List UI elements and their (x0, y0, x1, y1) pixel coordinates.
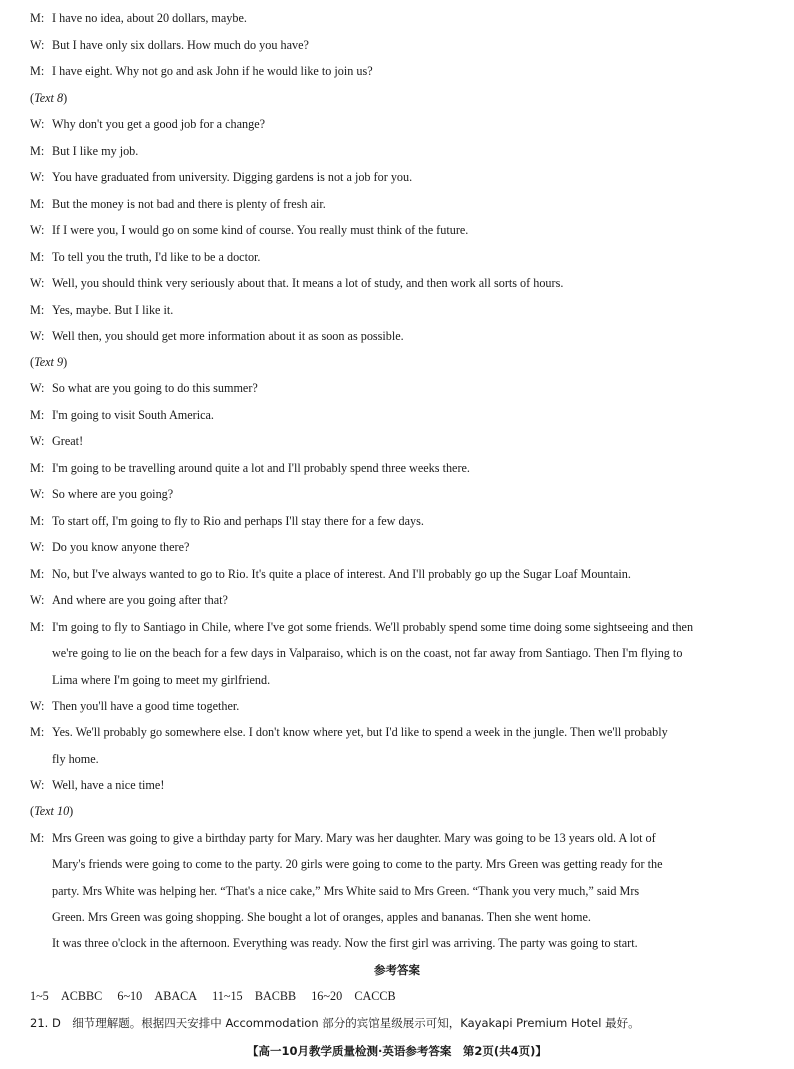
answer-groups (30, 988, 772, 1004)
page-footer: 【高一10月教学质量检测·英语参考答案 第2页(共4页)】 (247, 1044, 547, 1058)
answers-heading: 参考答案 (374, 963, 420, 977)
dialogue-line: M: No, but I've always wanted to go to Rio. It's quite a place of interest. And I'll probably go up the Sugar Loaf Mountain. (30, 567, 631, 581)
monologue-line-continued: party. Mrs White was helping her. “That's a nice cake,” Mrs White said to Mrs Green. “Thank you very much,” said Mrs (52, 884, 640, 898)
dialogue-line-continued: Lima where I'm going to meet my girlfriend. (52, 673, 271, 687)
monologue-paragraph: It was three o'clock in the afternoon. Everything was ready. Now the first girl was arriving. The party was going to start. (52, 936, 638, 950)
dialogue-line: W: So where are you going? (30, 487, 174, 501)
dialogue-line-continued: fly home. (52, 752, 99, 766)
monologue-line: M: Mrs Green was going to give a birthday party for Mary. Mary was her daughter. Mary was going to be 13 years old. A lot of (30, 831, 656, 845)
dialogue-line: M: To tell you the truth, I'd like to be a doctor. (30, 250, 261, 264)
dialogue-line: M: I have no idea, about 20 dollars, maybe. (30, 11, 247, 25)
dialogue-line: W: You have graduated from university. Digging gardens is not a job for you. (30, 170, 413, 184)
dialogue-line: W: If I were you, I would go on some kind of course. You really must think of the future. (30, 223, 469, 237)
section-label-text10: (Text 10) (30, 804, 74, 818)
dialogue-line: W: And where are you going after that? (30, 593, 228, 607)
answer-21-explanation: 21. D 细节理解题。根据四天安排中 Accommodation 部分的宾馆星级展示可知，Kayakapi Premium Hotel 最好。 (30, 1016, 640, 1030)
dialogue-line: M: I'm going to be travelling around quite a lot and I'll probably spend three weeks there. (30, 461, 470, 475)
dialogue-line: W: Great! (30, 434, 84, 448)
answer-group: 6~10 ABACA (117, 989, 198, 1003)
dialogue-line: M: I'm going to fly to Santiago in Chile, where I've got some friends. We'll probably spend some time doing some sightseeing and then (30, 620, 694, 634)
dialogue-line: M: I have eight. Why not go and ask John if he would like to join us? (30, 64, 373, 78)
dialogue-line: W: Why don't you get a good job for a change? (30, 117, 266, 131)
dialogue-line: M: But the money is not bad and there is plenty of fresh air. (30, 197, 326, 211)
dialogue-line: W: Well, you should think very seriously about that. It means a lot of study, and then work all sorts of hours. (30, 276, 564, 290)
dialogue-line: W: So what are you going to do this summer? (30, 381, 258, 395)
dialogue-line: M: But I like my job. (30, 144, 139, 158)
monologue-line-continued: Green. Mrs Green was going shopping. She bought a lot of oranges, apples and bananas. Then she went home. (52, 910, 591, 924)
dialogue-line-continued: we're going to lie on the beach for a few days in Valparaiso, which is on the coast, not far away from Santiago. Then I'm flying to (52, 646, 683, 660)
dialogue-line: M: Yes, maybe. But I like it. (30, 303, 174, 317)
dialogue-line: W: Well then, you should get more information about it as soon as possible. (30, 329, 404, 343)
answer-group: 11~15 BACBB (212, 989, 297, 1003)
section-label-text9: (Text 9) (30, 355, 68, 369)
dialogue-line: W: Well, have a nice time! (30, 778, 165, 792)
dialogue-line: M: Yes. We'll probably go somewhere else. I don't know where yet, but I'd like to spend a week in the jungle. Then we'll probably (30, 725, 668, 739)
answer-group: 1~5 ACBBC (30, 989, 103, 1003)
section-label-text8: (Text 8) (30, 91, 68, 105)
answer-group: 16~20 CACCB (311, 989, 396, 1003)
dialogue-line: W: Then you'll have a good time together. (30, 699, 240, 713)
dialogue-line: M: I'm going to visit South America. (30, 408, 214, 422)
monologue-line-continued: Mary's friends were going to come to the party. 20 girls were going to come to the party. Mrs Green was getting ready for the (52, 857, 663, 871)
dialogue-line: M: To start off, I'm going to fly to Rio and perhaps I'll stay there for a few days. (30, 514, 424, 528)
dialogue-line: W: Do you know anyone there? (30, 540, 190, 554)
dialogue-line: W: But I have only six dollars. How much do you have? (30, 38, 309, 52)
